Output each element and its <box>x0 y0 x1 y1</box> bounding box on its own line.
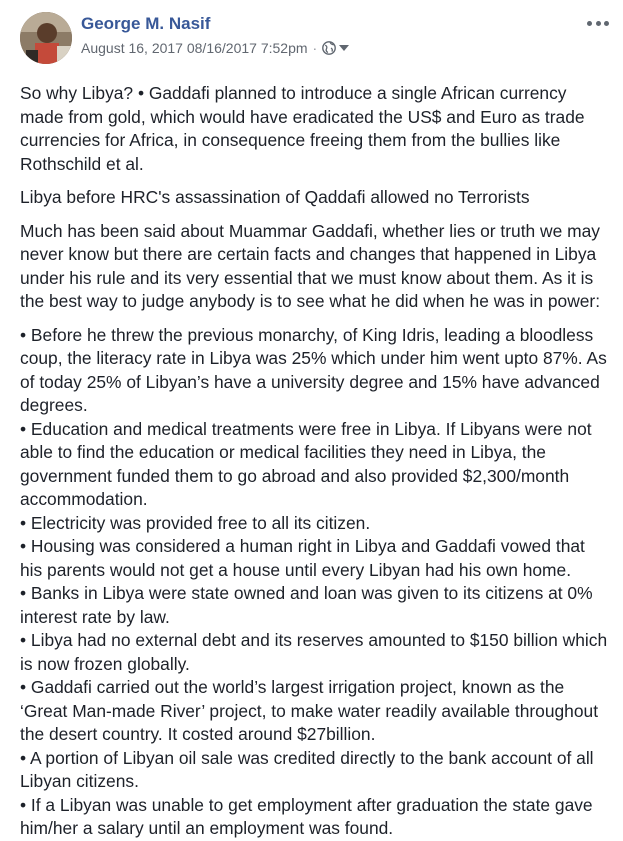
post-timestamp[interactable]: August 16, 2017 08/16/2017 7:52pm <box>81 40 308 56</box>
more-dot-icon <box>604 21 609 26</box>
more-dot-icon <box>596 21 601 26</box>
bullet-item: • Libya had no external debt and its reserves amounted to $150 billion which is now frozen globally. <box>20 630 608 674</box>
bullet-list <box>20 324 611 841</box>
more-options-icon[interactable] <box>587 18 609 28</box>
post-paragraph: Much has been said about Muammar Gaddafi, whether lies or truth we may never know but there are certain facts and changes that happened in Libya under his rule and its very essential that we must know about them. As it is the best way to judge anybody is to see what he did when he was in power: <box>20 220 601 311</box>
post-body <box>20 82 611 841</box>
bullet-item: • Education and medical treatments were free in Libya. If Libyans were not able to find the education or medical facilities they need in Libya, the government funded them to go abroad and also provided $2,300/month accommodation. <box>20 418 592 509</box>
post-paragraph: So why Libya? • Gaddafi planned to introduce a single African currency made from gold, which would have eradicated the US$ and Euro as trade currencies for Africa, in consequence freeing them from the bullies like Rothschild et al. <box>20 83 585 174</box>
bullet-item: • If a Libyan was unable to get employment after graduation the state gave him/her a salary until an employment was found. <box>20 794 593 838</box>
bullet-item: • Before he threw the previous monarchy, of King Idris, leading a bloodless coup, the literacy rate in Libya was 25% which under him went upto 87%. As of today 25% of Libyan’s have a university degree and 15% have advanced degrees. <box>20 324 607 415</box>
bullet-item: • Banks in Libya were state owned and loan was given to its citizens at 0% interest rate by law. <box>20 583 593 627</box>
author-name[interactable]: George M. Nasif <box>81 14 211 33</box>
privacy-dropdown-caret-icon[interactable] <box>339 45 349 51</box>
bullet-item: • A portion of Libyan oil sale was credited directly to the bank account of all Libyan citizens. <box>20 747 594 791</box>
bullet-item: • Housing was considered a human right in Libya and Gaddafi vowed that his parents would not get a house until every Libyan had his own home. <box>20 536 585 580</box>
meta-separator: · <box>312 40 318 56</box>
globe-icon[interactable] <box>322 41 336 55</box>
post-meta <box>81 40 349 56</box>
post-header <box>20 12 611 64</box>
more-dot-icon <box>587 21 592 26</box>
bullet-item: • Gaddafi carried out the world’s largest irrigation project, known as the ‘Great Man-made River’ project, to make water readily available throughout the desert country. It costed around $27billion. <box>20 677 599 744</box>
post-paragraph: Libya before HRC's assassination of Qaddafi allowed no Terrorists <box>20 187 530 207</box>
avatar[interactable] <box>20 12 72 64</box>
bullet-item: • Electricity was provided free to all its citizen. <box>20 512 371 533</box>
avatar-photo <box>20 12 72 64</box>
